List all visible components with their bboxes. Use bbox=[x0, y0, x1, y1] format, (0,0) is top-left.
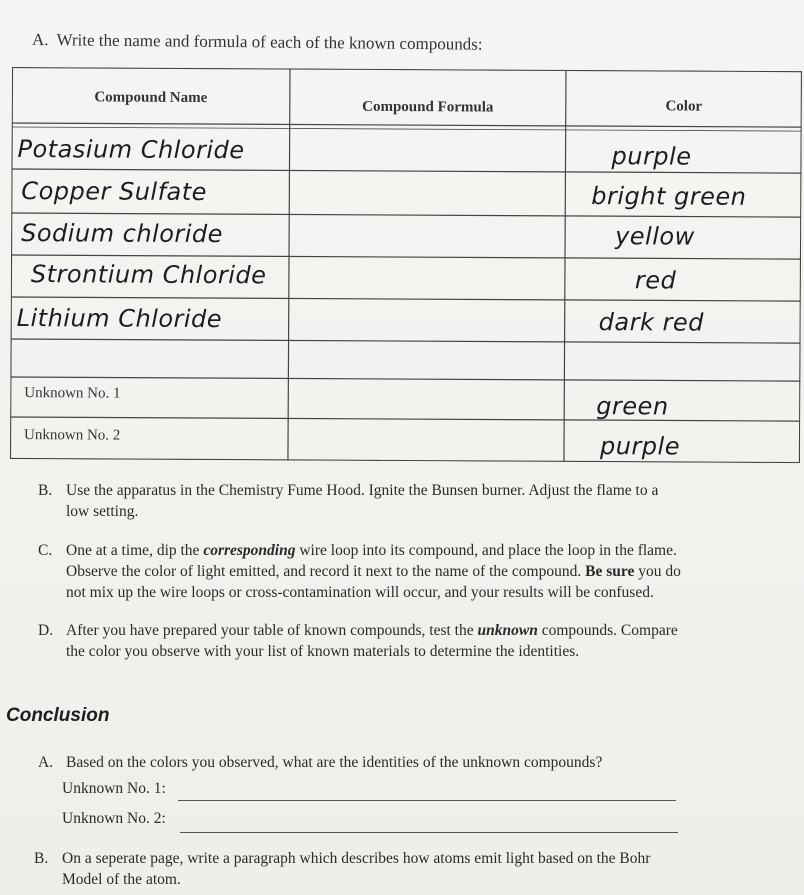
instruction-c-text: One at a time, dip the bbox=[66, 542, 204, 559]
section-a-text: Write the name and formula of each of the known compounds: bbox=[56, 30, 483, 54]
bold-be-sure: Be sure bbox=[585, 563, 635, 580]
instruction-b bbox=[38, 480, 798, 522]
row3-name: Sodium chloride bbox=[21, 219, 224, 249]
instruction-d-letter: D. bbox=[38, 622, 54, 639]
unknown2-color: purple bbox=[599, 432, 681, 461]
unknown1-answer-line[interactable] bbox=[178, 800, 676, 801]
conclusion-b-line2: Model of the atom. bbox=[62, 871, 181, 888]
instruction-c-line3: not mix up the wire loops or cross-contamination will occur, and your results will be confused. bbox=[66, 584, 654, 601]
compounds-table bbox=[10, 67, 802, 463]
row1-color: purple bbox=[611, 142, 692, 171]
emphasis-unknown: unknown bbox=[477, 622, 538, 639]
instruction-b-line2: low setting. bbox=[66, 503, 139, 520]
header-color: Color bbox=[665, 98, 703, 115]
instruction-c-line2 bbox=[66, 561, 798, 582]
emphasis-corresponding: corresponding bbox=[203, 542, 296, 559]
row2-name: Copper Sulfate bbox=[21, 177, 208, 207]
conclusion-a bbox=[38, 752, 798, 773]
header-compound-formula: Compound Formula bbox=[362, 98, 494, 116]
row5-color: dark red bbox=[598, 308, 704, 337]
instruction-c-text: wire loop into its compound, and place the loop in the flame. bbox=[295, 542, 677, 559]
section-a-prompt bbox=[32, 30, 483, 55]
row2-color: bright green bbox=[591, 182, 747, 211]
unknown1-label: Unknown No. 1 bbox=[24, 385, 121, 402]
row1-name: Potasium Chloride bbox=[17, 135, 245, 165]
instruction-c bbox=[38, 540, 798, 603]
conclusion-heading: Conclusion bbox=[6, 705, 110, 726]
conclusion-a-letter: A. bbox=[38, 754, 54, 771]
header-compound-name: Compound Name bbox=[94, 89, 208, 107]
conclusion-b-letter: B. bbox=[34, 850, 49, 867]
instruction-d-text: After you have prepared your table of known compounds, test the bbox=[66, 622, 478, 639]
row5-name: Lithium Chloride bbox=[16, 304, 223, 334]
instruction-c-text: Observe the color of light emitted, and record it next to the name of the compound. bbox=[66, 563, 586, 580]
instruction-c-letter: C. bbox=[38, 542, 53, 559]
instruction-d-line1 bbox=[66, 620, 798, 641]
row3-color: yellow bbox=[615, 222, 695, 251]
instruction-d-text: compounds. Compare bbox=[537, 622, 678, 639]
instruction-b-line1: Use the apparatus in the Chemistry Fume Hood. Ignite the Bunsen burner. Adjust the flame to a bbox=[66, 482, 659, 499]
instruction-c-line1 bbox=[66, 540, 798, 561]
conclusion-a-question: Based on the colors you observed, what are the identities of the unknown compounds? bbox=[66, 754, 603, 771]
unknown1-answer-label: Unknown No. 1: bbox=[62, 780, 166, 797]
conclusion-b-line1: On a seperate page, write a paragraph which describes how atoms emit light based on the Bohr bbox=[62, 850, 651, 867]
instruction-d bbox=[38, 620, 798, 662]
unknown1-color: green bbox=[596, 392, 669, 421]
conclusion-b bbox=[34, 848, 794, 890]
unknown2-answer-label: Unknown No. 2: bbox=[62, 810, 166, 827]
row4-color: red bbox=[634, 266, 677, 295]
instruction-b-letter: B. bbox=[38, 482, 53, 499]
row4-name: Strontium Chloride bbox=[30, 260, 267, 290]
section-a-letter: A. bbox=[31, 30, 49, 50]
unknown2-answer-line[interactable] bbox=[180, 832, 678, 833]
unknown2-label: Unknown No. 2 bbox=[24, 427, 121, 444]
instruction-d-line2: the color you observe with your list of known materials to determine the identities. bbox=[66, 643, 580, 660]
instruction-c-text: you do bbox=[634, 563, 681, 580]
